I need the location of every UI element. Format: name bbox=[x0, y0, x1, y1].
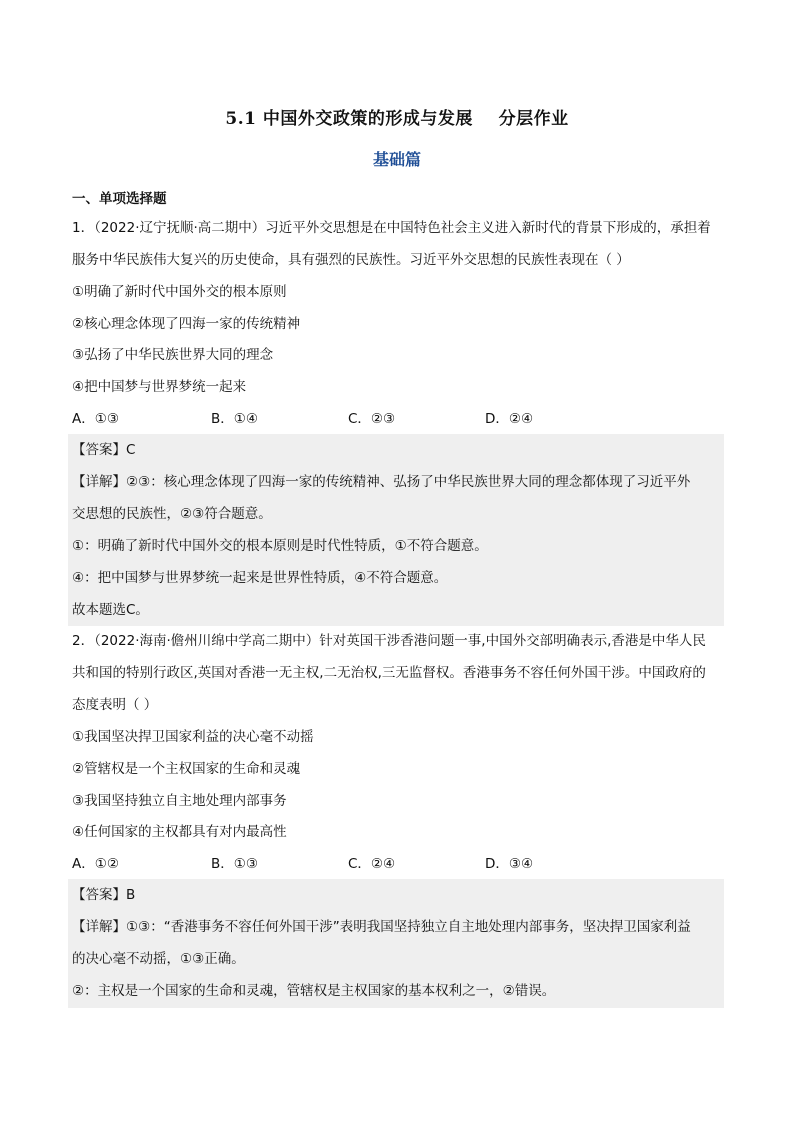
option-a: A．①② bbox=[72, 856, 119, 872]
question-2-statement: ②管辖权是一个主权国家的生命和灵魂 bbox=[72, 761, 301, 777]
document-title: 5.1 中国外交政策的形成与发展 分层作业 bbox=[225, 109, 569, 129]
option-d: D．②④ bbox=[485, 411, 534, 427]
question-1-statement: ①明确了新时代中国外交的根本原则 bbox=[72, 284, 287, 300]
question-1-statement: ④把中国梦与世界梦统一起来 bbox=[72, 379, 247, 395]
answer-label: 【答案】B bbox=[72, 887, 136, 903]
question-2-statement: ④任何国家的主权都具有对内最高性 bbox=[72, 824, 287, 840]
question-2-statement: ③我国坚持独立自主地处理内部事务 bbox=[72, 793, 287, 809]
question-1-answer-block bbox=[68, 434, 724, 626]
explanation-line: 的决心毫不动摇，①③正确。 bbox=[72, 951, 245, 967]
question-2-statement: ①我国坚决捍卫国家利益的决心毫不动摇 bbox=[72, 729, 314, 745]
question-1-statement: ②核心理念体现了四海一家的传统精神 bbox=[72, 316, 301, 332]
option-a: A．①③ bbox=[72, 411, 119, 427]
option-b: B．①④ bbox=[211, 411, 258, 427]
option-c: C．②④ bbox=[348, 856, 396, 872]
question-2-answer-block bbox=[68, 879, 724, 1008]
document-subtitle: 基础篇 bbox=[372, 150, 421, 169]
option-c: C．②③ bbox=[348, 411, 396, 427]
section-heading: 一、单项选择题 bbox=[72, 191, 167, 207]
question-2-stem-line: 共和国的特别行政区,英国对香港一无主权,二无治权,三无监督权。香港事务不容任何外国干涉。中国政府的 bbox=[72, 665, 706, 681]
answer-label: 【答案】C bbox=[72, 442, 136, 458]
question-1-statement: ③弘扬了中华民族世界大同的理念 bbox=[72, 347, 274, 363]
question-2-options bbox=[72, 854, 724, 874]
explanation-line: 故本题选C。 bbox=[72, 602, 149, 618]
explanation-line: 【详解】①③：“香港事务不容任何外国干涉”表明我国坚持独立自主地处理内部事务，坚决捍卫国家利益 bbox=[72, 919, 691, 935]
option-b: B．①③ bbox=[211, 856, 258, 872]
question-1-options bbox=[72, 409, 724, 429]
explanation-line: ②：主权是一个国家的生命和灵魂，管辖权是主权国家的基本权利之一，②错误。 bbox=[72, 983, 556, 999]
question-2-stem-line: 2．（2022·海南·儋州川绵中学高二期中）针对英国干涉香港问题一事,中国外交部明确表示,香港是中华人民 bbox=[72, 633, 706, 649]
question-1-stem-line: 1．（2022·辽宁抚顺·高二期中）习近平外交思想是在中国特色社会主义进入新时代的背景下形成的，承担着 bbox=[72, 220, 711, 236]
explanation-line: ①：明确了新时代中国外交的根本原则是时代性特质，①不符合题意。 bbox=[72, 538, 488, 554]
explanation-line: 交思想的民族性，②③符合题意。 bbox=[72, 506, 272, 522]
option-d: D．③④ bbox=[485, 856, 534, 872]
explanation-line: 【详解】②③：核心理念体现了四海一家的传统精神、弘扬了中华民族世界大同的理念都体现了习近平外 bbox=[72, 474, 691, 490]
explanation-line: ④：把中国梦与世界梦统一起来是世界性特质，④不符合题意。 bbox=[72, 570, 448, 586]
question-1-stem-line: 服务中华民族伟大复兴的历史使命，具有强烈的民族性。习近平外交思想的民族性表现在（ ） bbox=[72, 252, 630, 268]
question-2-stem-line: 态度表明（ ） bbox=[72, 697, 158, 713]
